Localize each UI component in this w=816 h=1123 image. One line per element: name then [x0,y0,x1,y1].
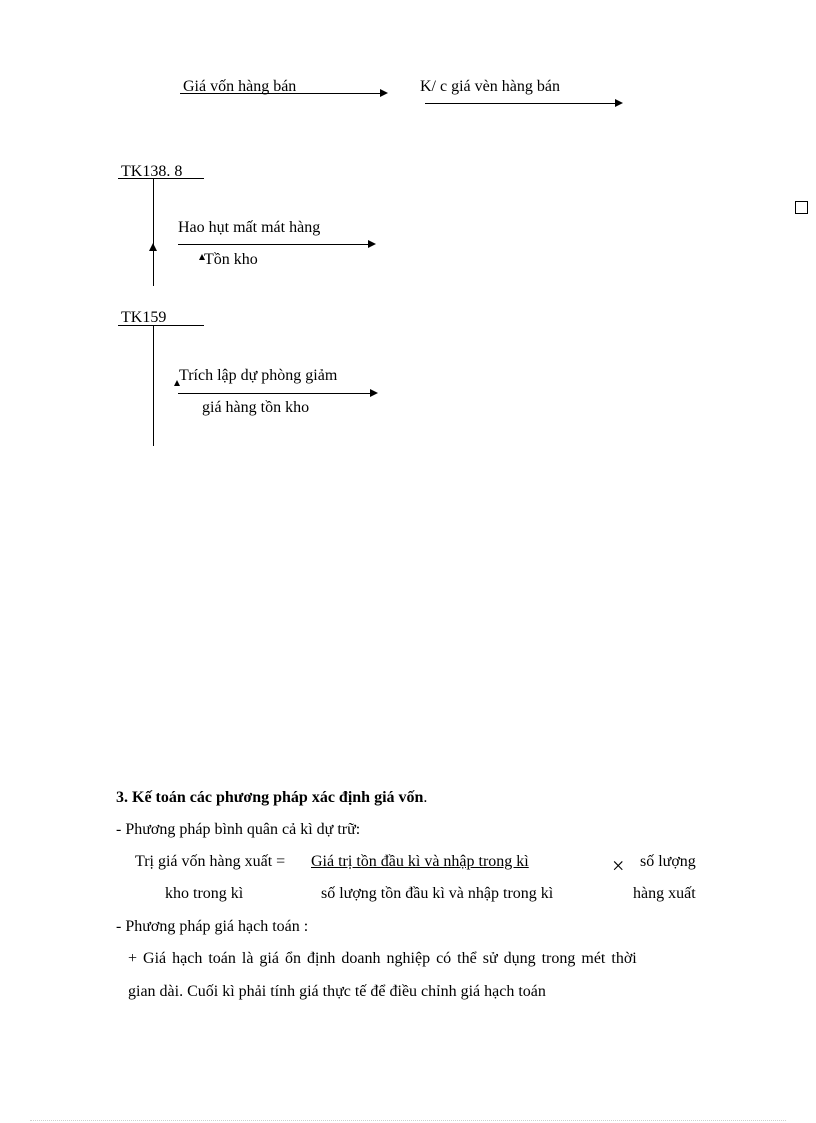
arrow-right-icon [380,89,388,97]
loss-label-line2: Tồn kho [204,251,258,268]
cogs-label: Giá vốn hàng bán [183,78,297,95]
loss-label-line1: Hao hụt mất mát hàng [178,219,321,236]
arrow-right-icon [370,389,378,397]
account-tk159-tline [153,325,154,446]
formula-numerator: Giá trị tồn đầu kì và nhập trong kì [311,853,529,870]
provision-label-line1: Trích lập dự phòng giảm [179,367,338,384]
arrow-right-icon [615,99,623,107]
paragraph-line2: gian dài. Cuối kì phải tính giá thực tế để điều chỉnh giá hạch toán [128,983,546,1000]
section-heading-period: . [423,789,428,806]
account-tk159-underline [118,325,204,326]
account-tk159-label: TK159 [121,309,167,326]
transfer-cogs-label: K/ c giá vèn hàng bán [420,78,560,95]
section-heading-text: 3. Kế toán các phương pháp xác định giá vốn [116,789,424,806]
formula-lhs: Trị giá vốn hàng xuất = [135,853,286,870]
provision-label-line2: giá hàng tồn kho [202,399,310,416]
formula-qty-line1: số lượng [640,853,696,870]
formula-denominator: số lượng tồn đầu kì và nhập trong kì [321,885,554,902]
formula-lhs-line2: kho trong kì [165,885,244,902]
multiply-icon: × [612,853,625,878]
checkbox-icon [795,201,808,214]
section-heading [116,789,427,807]
account-tk1388-tline [153,178,154,286]
account-tk1388-underline [118,178,204,179]
transfer-arrow-line [425,103,615,104]
paragraph-line1: + Giá hạch toán là giá ổn định doanh nghiệp có thể sử dụng trong mét thời [128,950,637,967]
formula-qty-line2: hàng xuất [633,885,696,902]
method-standard-title: - Phương pháp giá hạch toán : [116,918,309,935]
arrow-right-icon [368,240,376,248]
cogs-arrow-line [180,93,380,94]
account-tk1388-label: TK138. 8 [121,163,183,180]
page-footer-divider [30,1120,786,1121]
provision-arrow-line [178,393,370,394]
loss-arrow-line [178,244,368,245]
method-average-title: - Phương pháp bình quân cả kì dự trữ: [116,821,361,838]
arrow-up-icon [149,243,157,251]
